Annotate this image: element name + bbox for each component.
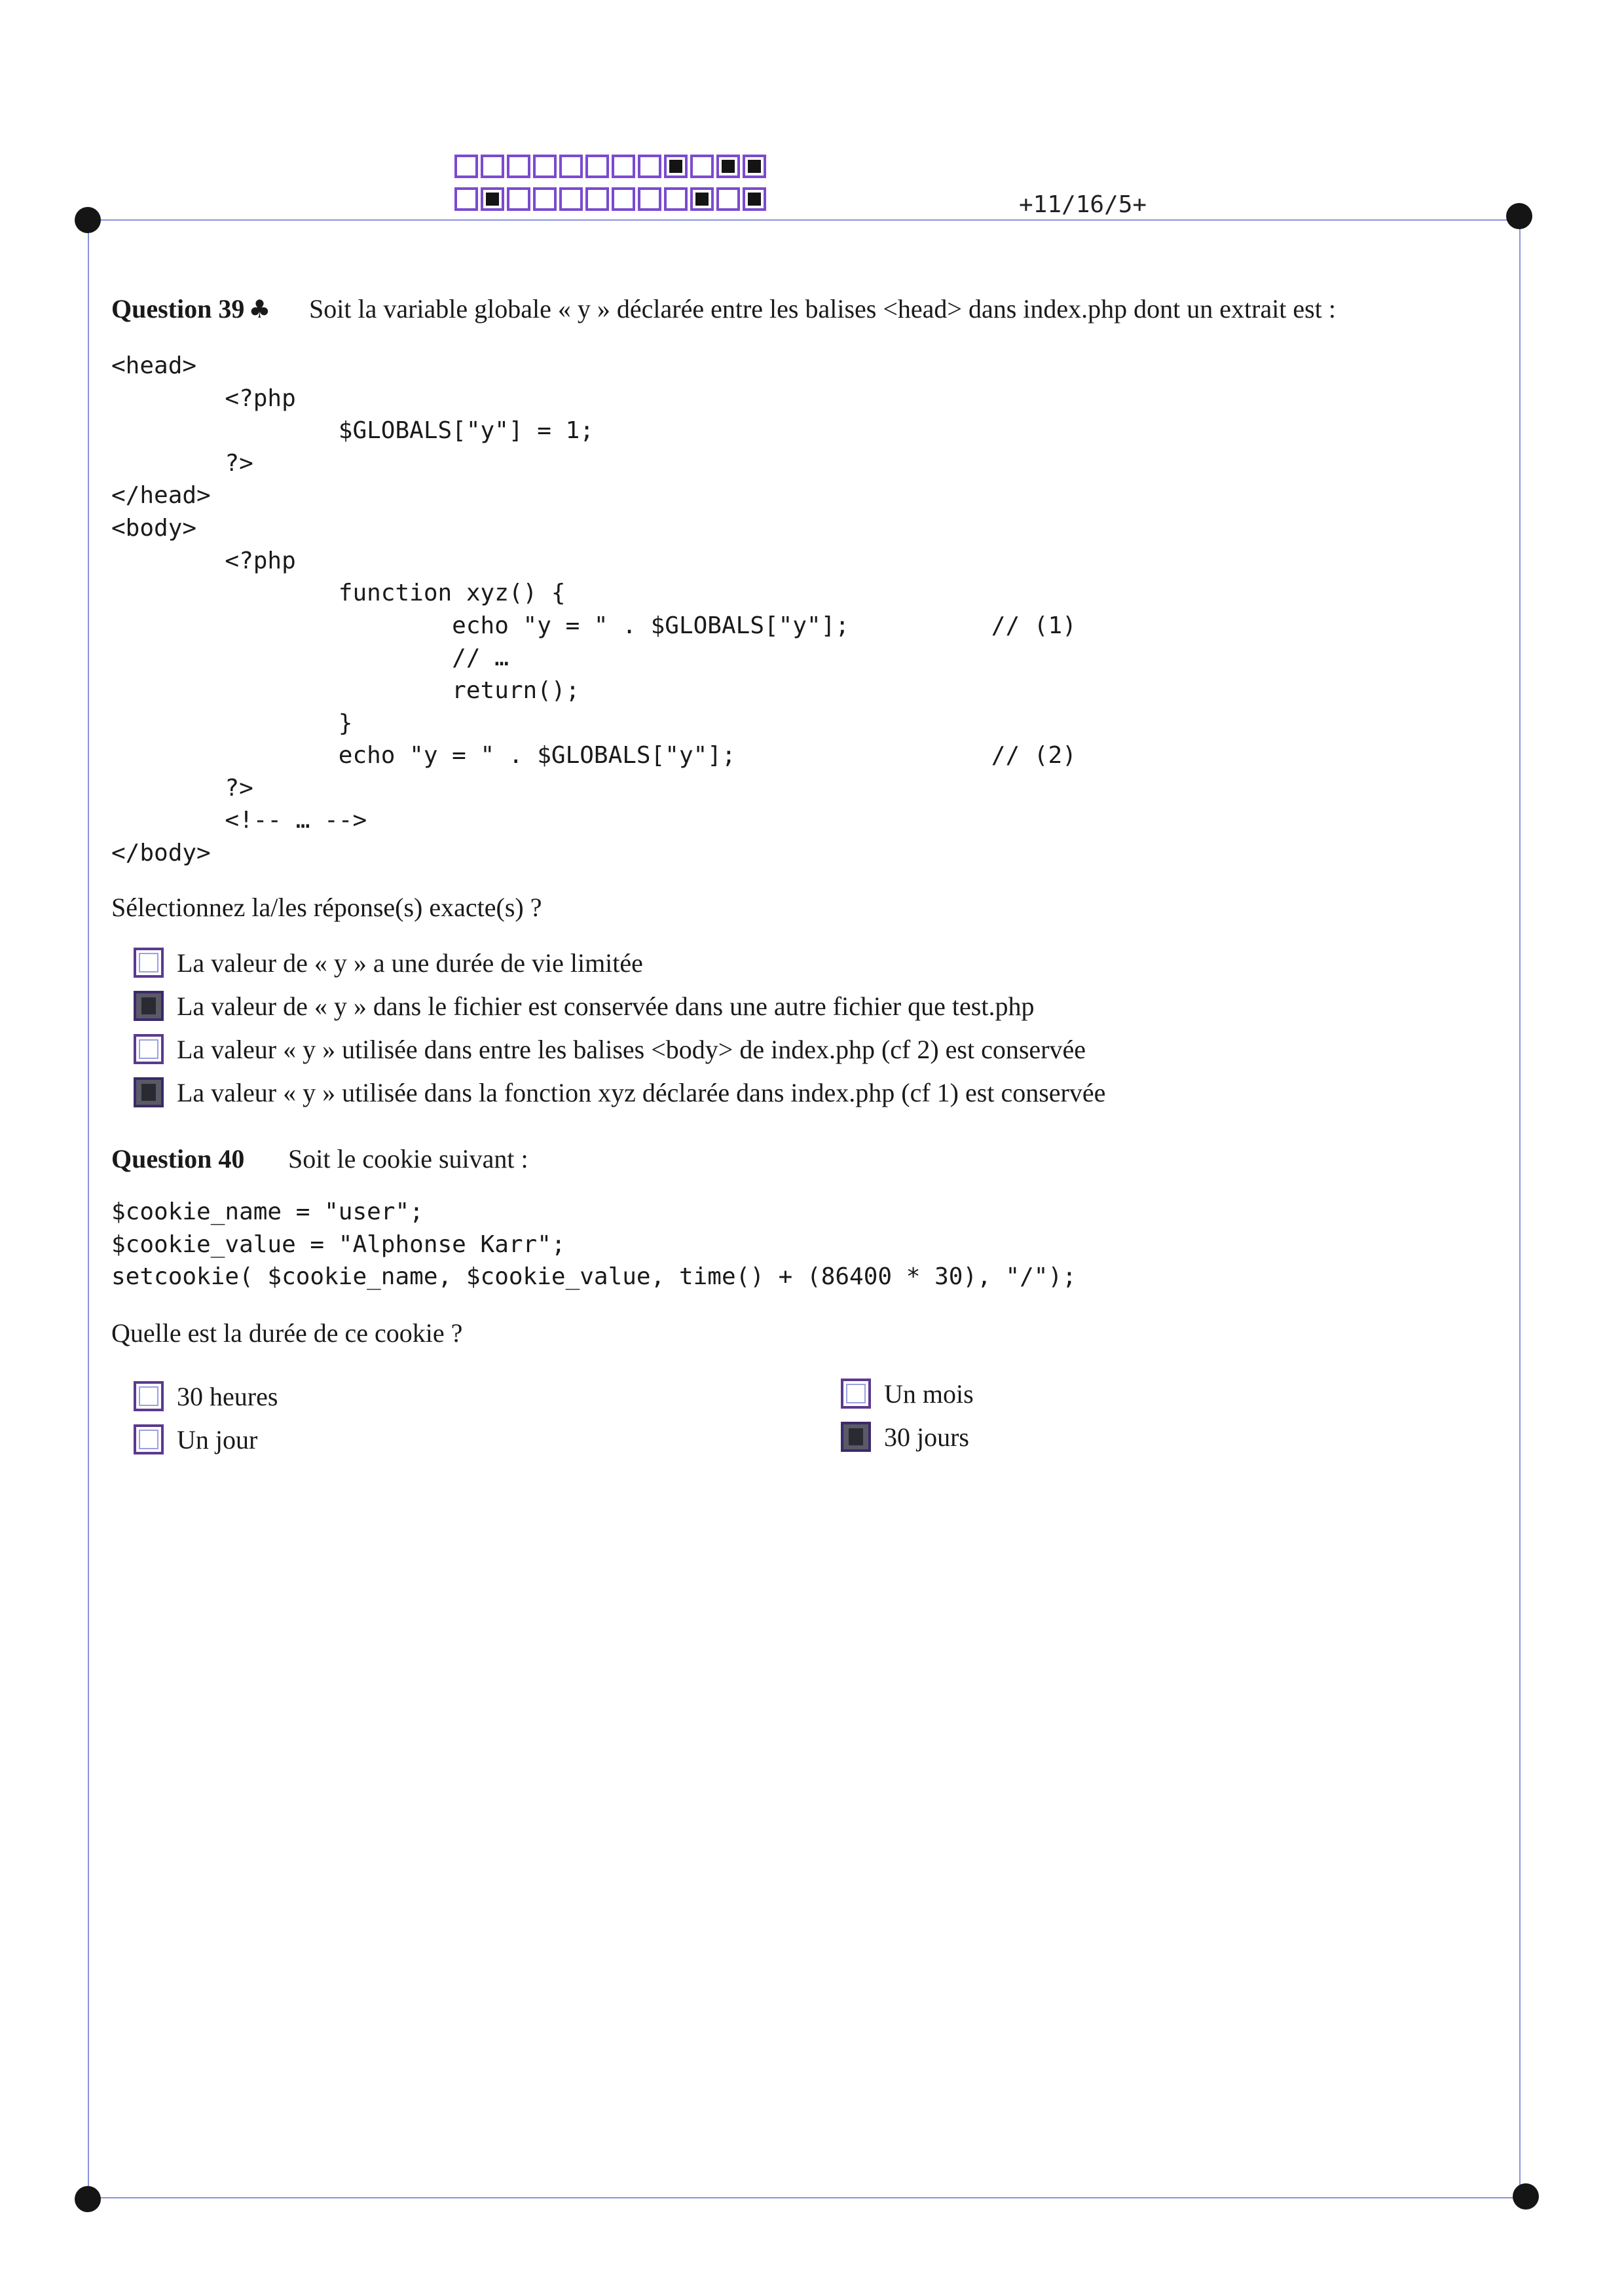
- id-box-6: [585, 187, 609, 211]
- q40-answer-un-jour-checkbox[interactable]: [134, 1424, 164, 1454]
- id-code-row-1: [454, 155, 769, 178]
- id-box-2: [481, 155, 504, 178]
- q40-answer-30-jours-checkbox[interactable]: [841, 1422, 871, 1452]
- id-box-1: [454, 187, 478, 211]
- id-box-9: [664, 187, 688, 211]
- q39-answer-1[interactable]: [134, 943, 643, 982]
- id-box-4: [533, 155, 557, 178]
- id-box-7: [612, 155, 635, 178]
- q39-answer-2-checkbox[interactable]: [134, 991, 164, 1021]
- id-box-11: [716, 155, 740, 178]
- frame-top-line: [88, 219, 1519, 221]
- question-39-code: <head> <?php $GLOBALS["y"] = 1; ?> </head> <body> <?php function xyz() { echo "y = " . $GLOBALS["y"]; // (1) // … return(); } echo "y = " . $GLOBALS["y"]; // (2) ?> <!-- … --> </body>: [111, 352, 1077, 866]
- question-40-text: Soit le cookie suivant :: [288, 1144, 528, 1174]
- corner-marker-bottom-left: [75, 2186, 101, 2212]
- q40-answer-un-mois[interactable]: [841, 1374, 974, 1413]
- question-39-label: Question 39: [111, 294, 245, 324]
- id-box-3: [507, 187, 530, 211]
- id-box-8: [638, 155, 661, 178]
- id-box-4: [533, 187, 557, 211]
- club-icon: ♣: [248, 295, 271, 324]
- id-box-6: [585, 155, 609, 178]
- question-40-header: [111, 1143, 528, 1174]
- id-code-row-2: [454, 187, 769, 211]
- q40-answer-un-mois-checkbox[interactable]: [841, 1379, 871, 1409]
- question-40-label: Question 40: [111, 1144, 245, 1174]
- question-40-code: $cookie_name = "user"; $cookie_value = "Alphonse Karr"; setcookie( $cookie_name, $cookie_value, time() + (86400 * 30), "/");: [111, 1198, 1077, 1291]
- id-box-5: [559, 187, 583, 211]
- q39-answer-3[interactable]: [134, 1029, 1086, 1069]
- question-39-header: [111, 293, 1336, 324]
- frame-right-line: [1519, 219, 1521, 2197]
- q39-answer-4-label: La valeur « y » utilisée dans la fonction xyz déclarée dans index.php (cf 1) est conservée: [177, 1077, 1106, 1107]
- corner-marker-top-left: [75, 207, 101, 233]
- q39-answer-2[interactable]: [134, 986, 1034, 1026]
- page-code: +11/16/5+: [1019, 191, 1147, 218]
- id-box-11: [716, 187, 740, 211]
- frame-bottom-line: [88, 2197, 1526, 2198]
- q39-answer-1-checkbox[interactable]: [134, 948, 164, 978]
- q40-answer-un-jour[interactable]: [134, 1420, 257, 1459]
- question-39-prompt: Sélectionnez la/les réponse(s) exacte(s) ?: [111, 893, 542, 922]
- frame-left-line: [88, 219, 89, 2197]
- q39-answer-4-checkbox[interactable]: [134, 1077, 164, 1107]
- q39-answer-1-label: La valeur de « y » a une durée de vie limitée: [177, 948, 643, 978]
- id-box-1: [454, 155, 478, 178]
- id-box-10: [690, 187, 714, 211]
- corner-marker-bottom-right: [1513, 2183, 1539, 2210]
- id-box-8: [638, 187, 661, 211]
- id-box-2: [481, 187, 504, 211]
- id-box-9: [664, 155, 688, 178]
- id-box-7: [612, 187, 635, 211]
- q40-answer-30-jours[interactable]: [841, 1417, 969, 1456]
- q40-answer-30-jours-label: 30 jours: [884, 1422, 969, 1452]
- corner-marker-top-right: [1506, 203, 1532, 229]
- question-39-text: Soit la variable globale « y » déclarée entre les balises <head> dans index.php dont un extrait est :: [309, 294, 1336, 324]
- q39-answer-3-label: La valeur « y » utilisée dans entre les balises <body> de index.php (cf 2) est conservée: [177, 1034, 1086, 1064]
- id-box-3: [507, 155, 530, 178]
- q40-answer-30-heures[interactable]: [134, 1377, 278, 1416]
- q39-answer-4[interactable]: [134, 1073, 1105, 1112]
- q39-answer-2-label: La valeur de « y » dans le fichier est conservée dans une autre fichier que test.php: [177, 991, 1035, 1021]
- id-box-12: [743, 155, 766, 178]
- id-box-5: [559, 155, 583, 178]
- q40-answer-30-heures-label: 30 heures: [177, 1381, 278, 1411]
- q40-answer-un-mois-label: Un mois: [884, 1379, 974, 1409]
- q40-answer-30-heures-checkbox[interactable]: [134, 1381, 164, 1411]
- id-box-10: [690, 155, 714, 178]
- question-40-prompt: Quelle est la durée de ce cookie ?: [111, 1318, 463, 1348]
- q39-answer-3-checkbox[interactable]: [134, 1034, 164, 1064]
- q40-answer-un-jour-label: Un jour: [177, 1424, 258, 1454]
- id-box-12: [743, 187, 766, 211]
